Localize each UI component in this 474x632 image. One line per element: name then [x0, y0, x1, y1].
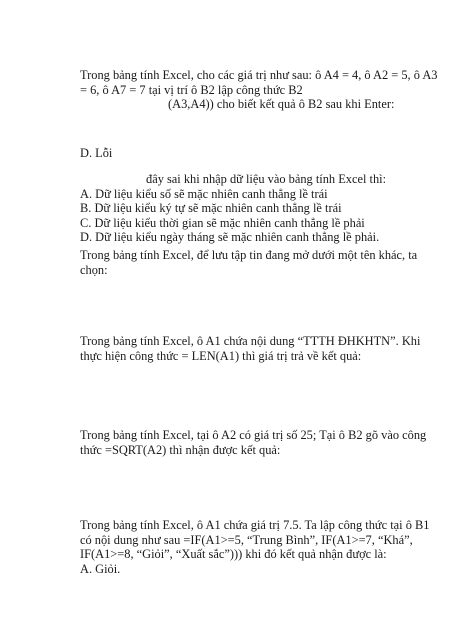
text-line: Trong bảng tính Excel, ô A1 chứa giá trị 7.5. Ta lập công thức tại ô B1	[80, 518, 430, 532]
text-line: IF(A1>=8, “Giỏi”, “Xuất sắc”))) khi đó kết quả nhận được là:	[80, 547, 387, 562]
text-line: = 6, ô A7 = 7 tại vị trí ô B2 lập công thức B2	[80, 82, 303, 97]
text-line: Trong bảng tính Excel, cho các giá trị như sau: ô A4 = 4, ô A2 = 5, ô A3	[80, 68, 438, 82]
text-line: Trong bảng tính Excel, để lưu tập tin đang mở dưới một tên khác, ta	[80, 248, 418, 262]
question-excel-b2-formula	[80, 68, 438, 112]
question-len-function	[80, 334, 421, 363]
text-line: thực hiện công thức = LEN(A1) thì giá trị trả về kết quả:	[80, 348, 362, 363]
text-line: Trong bảng tính Excel, tại ô A2 có giá trị số 25; Tại ô B2 gõ vào công	[80, 428, 427, 442]
option-d: D. Dữ liệu kiểu ngày tháng sẽ mặc nhiên canh thẳng lề phải.	[80, 230, 380, 245]
option-a: A. Giỏi.	[80, 561, 121, 576]
text-line: Trong bảng tính Excel, ô A1 chứa nội dung “TTTH ĐHKHTN”. Khi	[80, 334, 421, 348]
text-line: D. Lỗi	[80, 146, 113, 160]
question-sqrt-function	[80, 428, 427, 457]
text-line: (A3,A4)) cho biết kết quả ô B2 sau khi Enter:	[168, 97, 395, 112]
option-a: A. Dữ liệu kiểu số sẽ mặc nhiên canh thẳng lề trái	[80, 186, 328, 201]
text-line: đây sai khi nhập dữ liệu vào bảng tính Excel thì:	[146, 172, 387, 186]
question-if-function	[80, 518, 430, 576]
text-line: có nội dung như sau =IF(A1>=5, “Trung Bình”, IF(A1>=7, “Khá”,	[80, 532, 413, 547]
option-c: C. Dữ liệu kiểu thời gian sẽ mặc nhiên canh thẳng lề phải	[80, 215, 365, 230]
option-b: B. Dữ liệu kiểu ký tự sẽ mặc nhiên canh thẳng lề trái	[80, 201, 342, 216]
question-save-as	[80, 248, 418, 277]
answer-d-error	[80, 146, 410, 161]
text-line: thức =SQRT(A2) thì nhận được kết quả:	[80, 442, 281, 457]
text-line: chọn:	[80, 262, 108, 277]
question-data-alignment	[80, 172, 410, 245]
